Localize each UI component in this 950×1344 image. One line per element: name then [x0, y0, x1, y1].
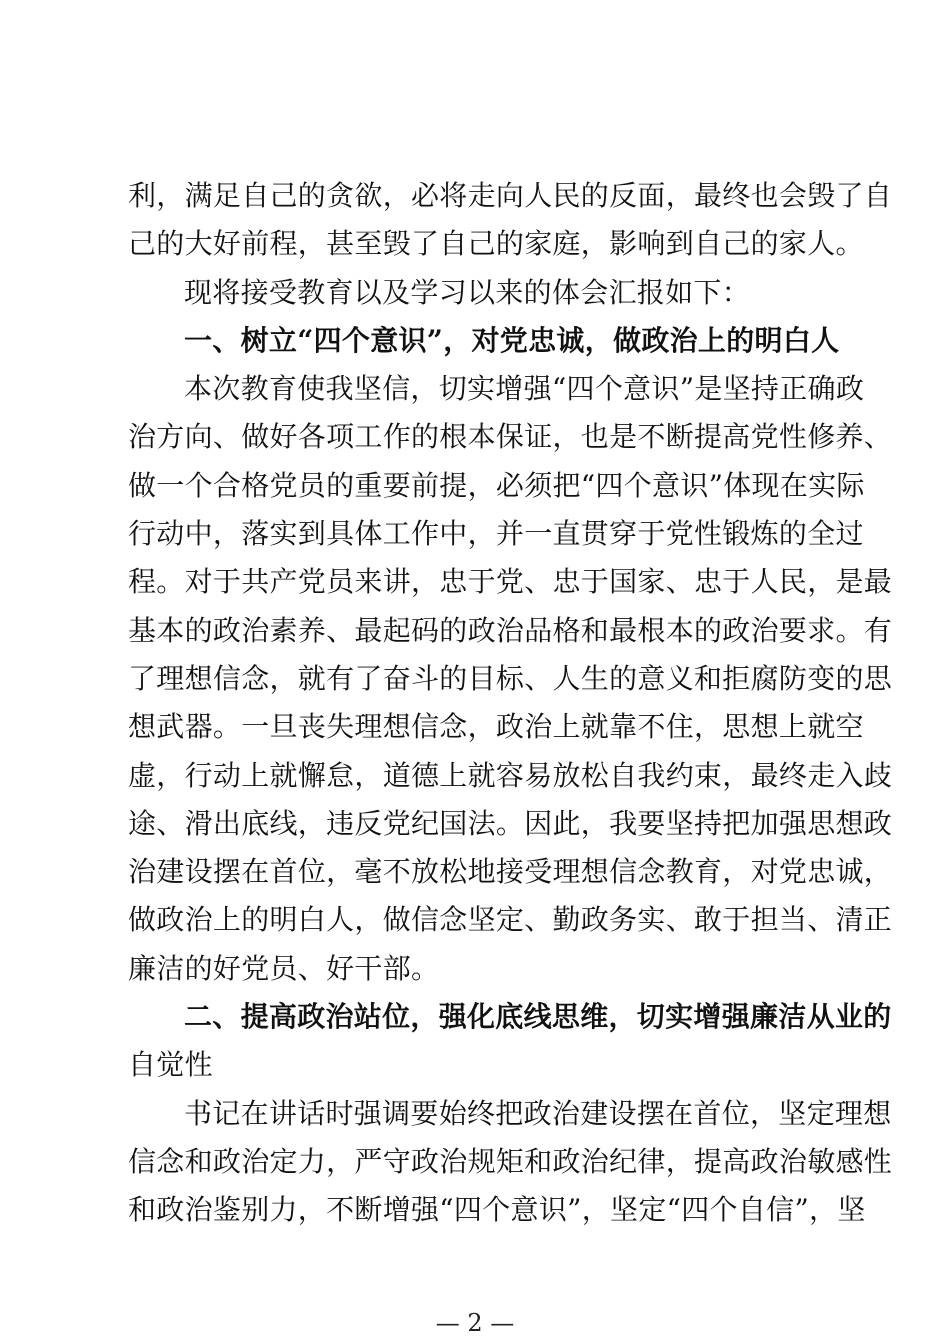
paragraph-line: 本次教育使我坚信，切实增强“四个意识”是坚持正确政 — [184, 372, 865, 406]
paragraph-line: 虚，行动上就懈怠，道德上就容易放松自我约束，最终走入歧 — [128, 758, 893, 792]
paragraph-line: 程。对于共产党员来讲，忠于党、忠于国家、忠于人民，是最 — [128, 565, 893, 599]
paragraph-line: 信念和政治定力，严守政治规矩和政治纪律，提高政治敏感性 — [128, 1144, 893, 1178]
paragraph-line: 做政治上的明白人，做信念坚定、勤政务实、敢于担当、清正 — [128, 903, 893, 937]
paragraph-line: 自觉性 — [128, 1048, 213, 1082]
paragraph-line: 己的大好前程，甚至毁了自己的家庭，影响到自己的家人。 — [128, 227, 864, 261]
paragraph-line: 廉洁的好党员、好干部。 — [128, 951, 440, 985]
paragraph-line: 现将接受教育以及学习以来的体会汇报如下： — [184, 275, 751, 309]
paragraph-line: 想武器。一旦丧失理想信念，政治上就靠不住，思想上就空 — [128, 710, 864, 744]
paragraph-line: 基本的政治素养、最起码的政治品格和最根本的政治要求。有 — [128, 613, 893, 647]
paragraph-line: 做一个合格党员的重要前提，必须把“四个意识”体现在实际 — [128, 468, 865, 502]
paragraph-line: 途、滑出底线，违反党纪国法。因此，我要坚持把加强思想政 — [128, 806, 893, 840]
section-heading-line: 一、树立“四个意识”，对党忠诚，做政治上的明白人 — [184, 323, 840, 357]
paragraph-line: 了理想信念，就有了奋斗的目标、人生的意义和拒腐防变的思 — [128, 661, 893, 695]
paragraph-line: 治建设摆在首位，毫不放松地接受理想信念教育，对党忠诚， — [128, 855, 893, 889]
paragraph-line: 行动中，落实到具体工作中，并一直贯穿于党性锻炼的全过 — [128, 517, 864, 551]
paragraph-line: 和政治鉴别力，不断增强“四个意识”，坚定“四个自信”，坚 — [128, 1193, 866, 1227]
page-number: — 2 — — [435, 1309, 515, 1337]
paragraph-line: 利，满足自己的贪欲，必将走向人民的反面，最终也会毁了自 — [128, 179, 893, 212]
section-heading-line: 二、提高政治站位，强化底线思维，切实增强廉洁从业的 — [184, 1000, 892, 1034]
paragraph-line: 书记在讲话时强调要始终把政治建设摆在首位，坚定理想 — [184, 1096, 892, 1130]
paragraph-line: 治方向、做好各项工作的根本保证，也是不断提高党性修养、 — [128, 420, 893, 454]
document-body — [128, 172, 893, 1235]
